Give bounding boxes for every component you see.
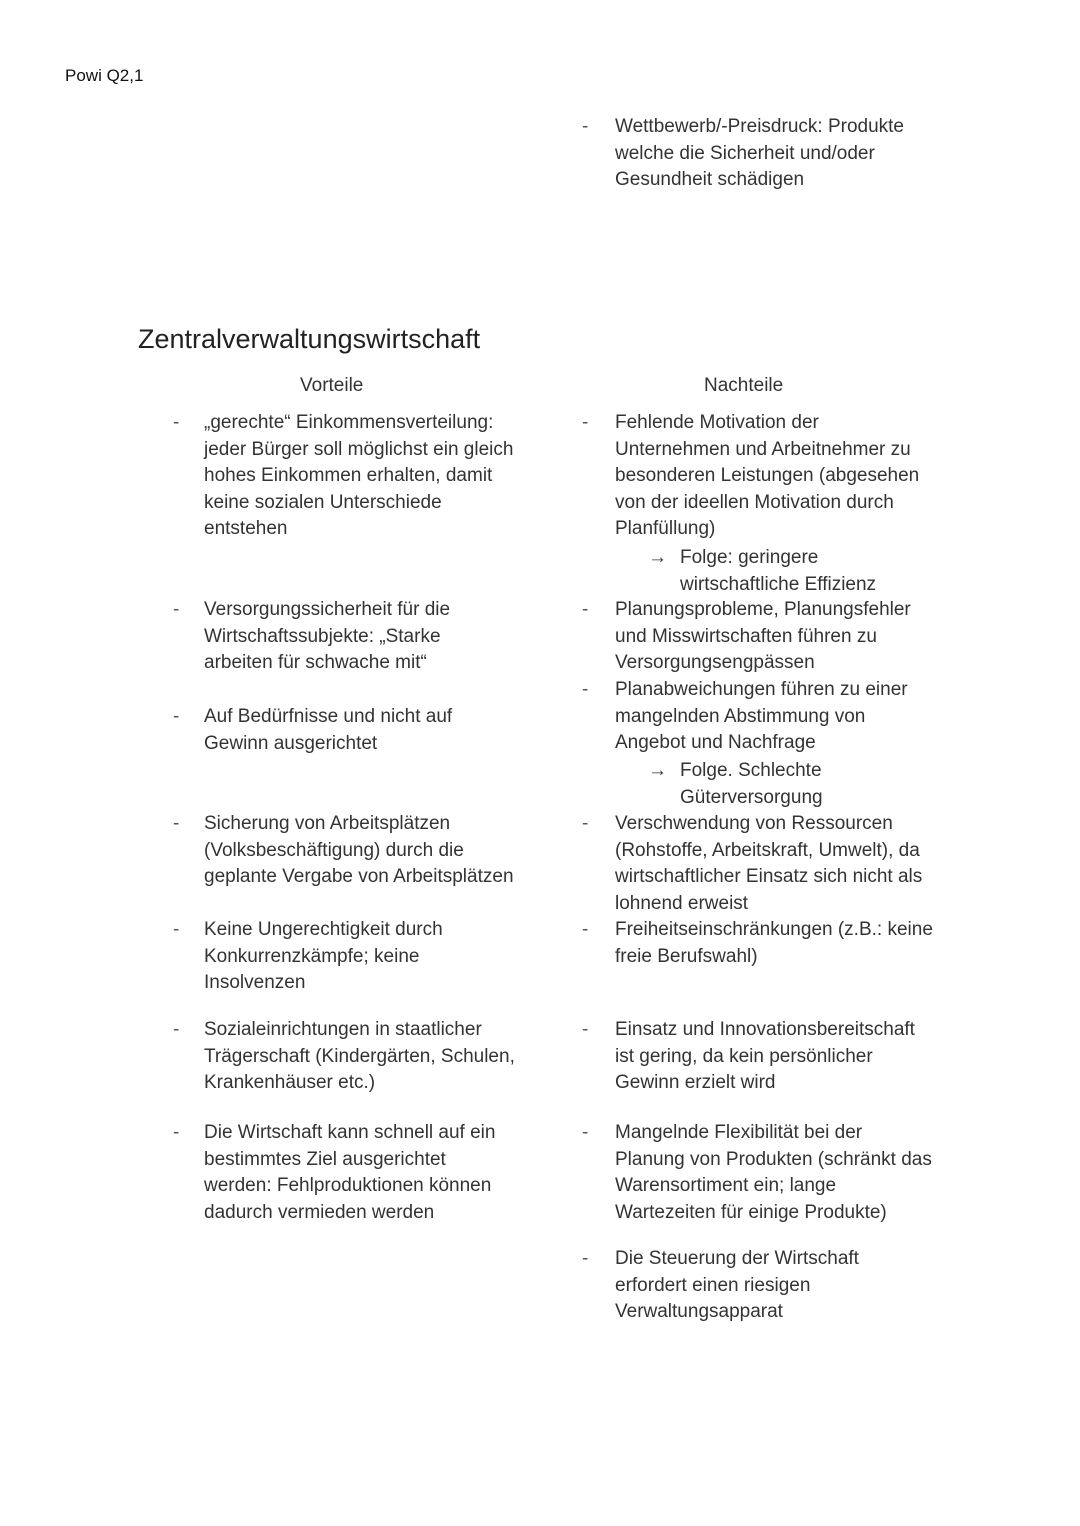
folge-text: Folge. Schlechte Güterversorgung — [680, 760, 823, 808]
nachteil-item — [582, 811, 982, 919]
nachteil-item — [582, 410, 982, 545]
bullet-dash: - — [582, 412, 589, 433]
vorteil-item — [173, 1017, 553, 1097]
arrow-right-icon: → — [648, 547, 667, 568]
bullet-dash: - — [582, 1019, 589, 1040]
nachteil-item — [582, 1246, 982, 1326]
vorteil-item — [173, 597, 553, 677]
bullet-dash: - — [582, 679, 589, 700]
list-item-text: Freiheitseinschränkungen (z.B.: keine freie Berufswahl) — [615, 919, 933, 967]
bullet-dash: - — [173, 1122, 180, 1143]
vorteil-item — [173, 704, 553, 759]
list-item-text: Sicherung von Arbeitsplätzen (Volksbeschäftigung) durch die geplante Vergabe von Arbeitsplätzen — [204, 813, 514, 887]
list-item-text: Versorgungssicherheit für die Wirtschaftssubjekte: „Starke arbeiten für schwache mit“ — [204, 599, 451, 673]
bullet-dash: - — [173, 919, 180, 940]
vorteil-item — [173, 410, 553, 545]
nachteil-item — [582, 677, 982, 757]
list-item-text: Die Wirtschaft kann schnell auf ein bestimmtes Ziel ausgerichtet werden: Fehlproduktionen können dadurch vermieden werden — [204, 1122, 496, 1223]
bullet-dash: - — [173, 706, 180, 727]
nachteil-item — [582, 1120, 982, 1228]
bullet-dash: - — [582, 919, 589, 940]
bullet-dash: - — [582, 813, 589, 834]
list-item-text: Keine Ungerechtigkeit durch Konkurrenzkämpfe; keine Insolvenzen — [204, 919, 443, 993]
list-item-text: Planabweichungen führen zu einer mangelnden Abstimmung von Angebot und Nachfrage — [615, 679, 908, 753]
list-item-text: Planungsprobleme, Planungsfehler und Misswirtschaften führen zu Versorgungsengpässen — [615, 599, 911, 673]
list-item-text: Fehlende Motivation der Unternehmen und Arbeitnehmer zu besonderen Leistungen (abgesehen von der ideellen Motivation durch Planfüllung) — [615, 412, 920, 539]
list-item-text: Auf Bedürfnisse und nicht auf Gewinn ausgerichtet — [204, 706, 453, 754]
section-title: Zentralverwaltungswirtschaft — [138, 324, 481, 354]
bullet-dash: - — [173, 412, 180, 433]
column-heading-vorteile: Vorteile — [300, 375, 364, 396]
vorteil-item — [173, 1120, 553, 1228]
list-item-text: Die Steuerung der Wirtschaft erfordert einen riesigen Verwaltungsapparat — [615, 1248, 859, 1322]
bullet-dash: - — [173, 599, 180, 620]
page-header: Powi Q2,1 — [65, 66, 144, 85]
folge-text: Folge: geringere wirtschaftliche Effizienz — [680, 547, 877, 595]
folge-note — [648, 545, 978, 600]
bullet-dash: - — [582, 1248, 589, 1269]
list-item-text: Wettbewerb/-Preisdruck: Produkte welche die Sicherheit und/oder Gesundheit schädigen — [615, 116, 904, 190]
list-item-text: Einsatz und Innovationsbereitschaft ist gering, da kein persönlicher Gewinn erzielt wird — [615, 1019, 915, 1093]
list-item — [582, 114, 962, 194]
list-item-text: „gerechte“ Einkommensverteilung: jeder Bürger soll möglichst ein gleich hohes Einkommen erhalten, damit keine sozialen Unterschiede entstehen — [204, 412, 514, 539]
nachteil-item — [582, 1017, 982, 1097]
bullet-dash: - — [173, 813, 180, 834]
vorteil-item — [173, 917, 553, 997]
bullet-dash: - — [173, 1019, 180, 1040]
column-heading-nachteile: Nachteile — [704, 375, 784, 396]
bullet-dash: - — [582, 116, 589, 137]
list-item-text: Sozialeinrichtungen in staatlicher Trägerschaft (Kindergärten, Schulen, Krankenhäuser etc.) — [204, 1019, 515, 1093]
list-item-text: Verschwendung von Ressourcen (Rohstoffe, Arbeitskraft, Umwelt), da wirtschaftlicher Einsatz sich nicht als lohnend erweist — [615, 813, 923, 914]
bullet-dash: - — [582, 599, 589, 620]
list-item-text: Mangelnde Flexibilität bei der Planung von Produkten (schränkt das Warensortiment ein; lange Wartezeiten für einige Produkte) — [615, 1122, 932, 1223]
nachteil-item — [582, 917, 982, 972]
arrow-right-icon: → — [648, 760, 667, 781]
vorteil-item — [173, 811, 553, 891]
nachteil-item — [582, 597, 982, 677]
folge-note — [648, 758, 978, 813]
bullet-dash: - — [582, 1122, 589, 1143]
